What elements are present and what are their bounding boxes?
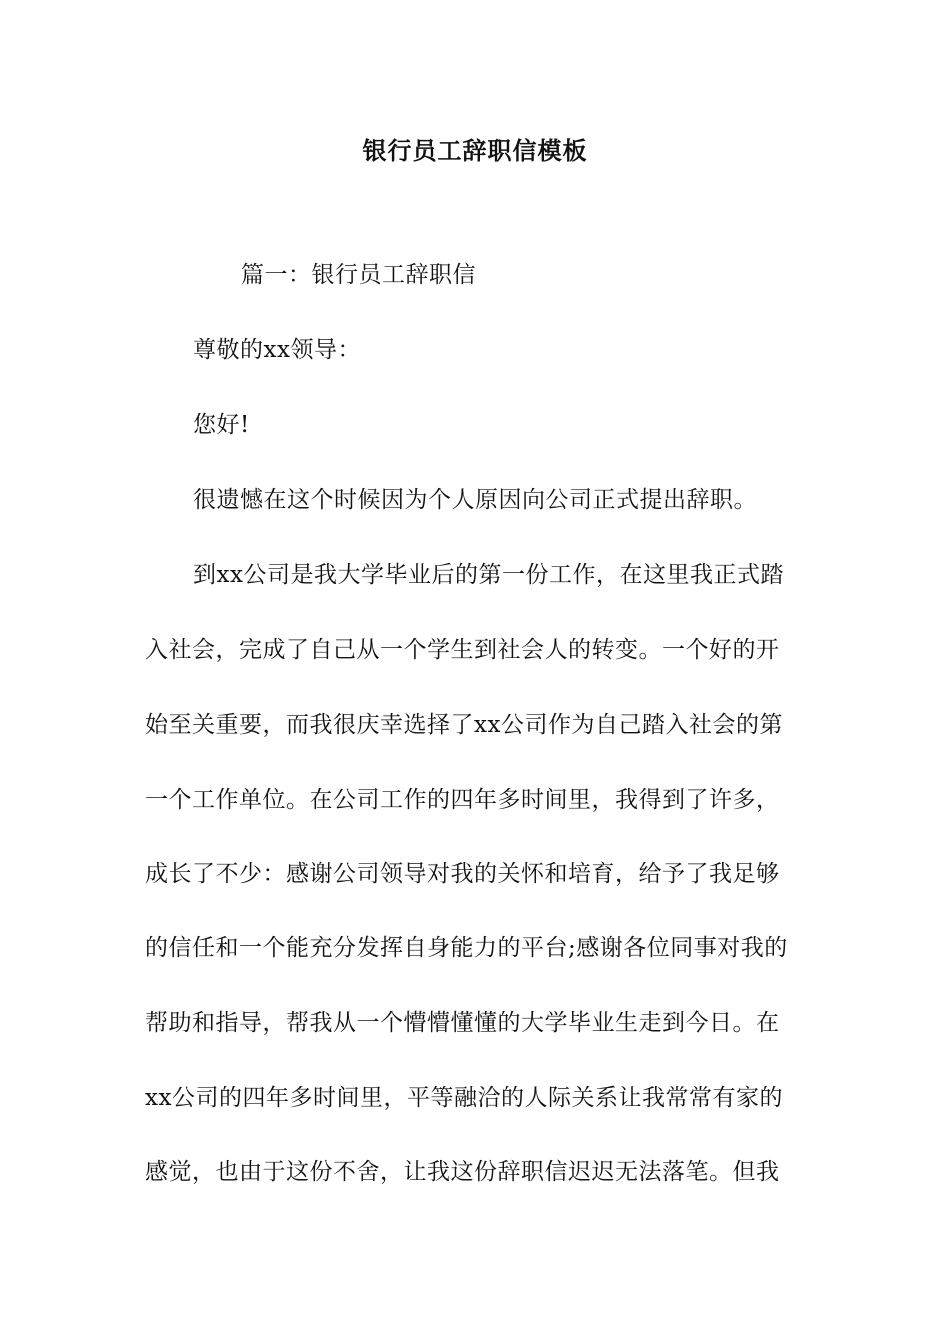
section-heading: 篇一：银行员工辞职信 — [241, 262, 476, 288]
paragraph-2-line: 到xx公司是我大学毕业后的第一份工作，在这里我正式踏 — [193, 562, 784, 588]
greeting: 您好! — [193, 412, 250, 438]
paragraph-2-line: 感觉，也由于这份不舍，让我这份辞职信迟迟无法落笔。但我 — [145, 1159, 780, 1185]
document-title: 银行员工辞职信模板 — [362, 136, 588, 165]
paragraph-2-line: 帮助和指导，帮我从一个懵懵懂懂的大学毕业生走到今日。在 — [145, 1010, 780, 1036]
salutation: 尊敬的xx领导： — [193, 337, 361, 363]
paragraph-2-line: 始至关重要，而我很庆幸选择了xx公司作为自己踏入社会的第 — [145, 712, 783, 738]
paragraph-2-line: 成长了不少：感谢公司领导对我的关怀和培育，给予了我足够 — [145, 861, 780, 887]
paragraph-2-line: 入社会，完成了自己从一个学生到社会人的转变。一个好的开 — [145, 637, 780, 663]
paragraph-2-line: xx公司的四年多时间里，平等融洽的人际关系让我常常有家的 — [145, 1085, 783, 1111]
paragraph-2-line: 一个工作单位。在公司工作的四年多时间里，我得到了许多， — [145, 787, 780, 813]
paragraph-1: 很遗憾在这个时候因为个人原因向公司正式提出辞职。 — [193, 487, 757, 513]
paragraph-2-line: 的信任和一个能充分发挥自身能力的平台;感谢各位同事对我的 — [145, 935, 788, 961]
